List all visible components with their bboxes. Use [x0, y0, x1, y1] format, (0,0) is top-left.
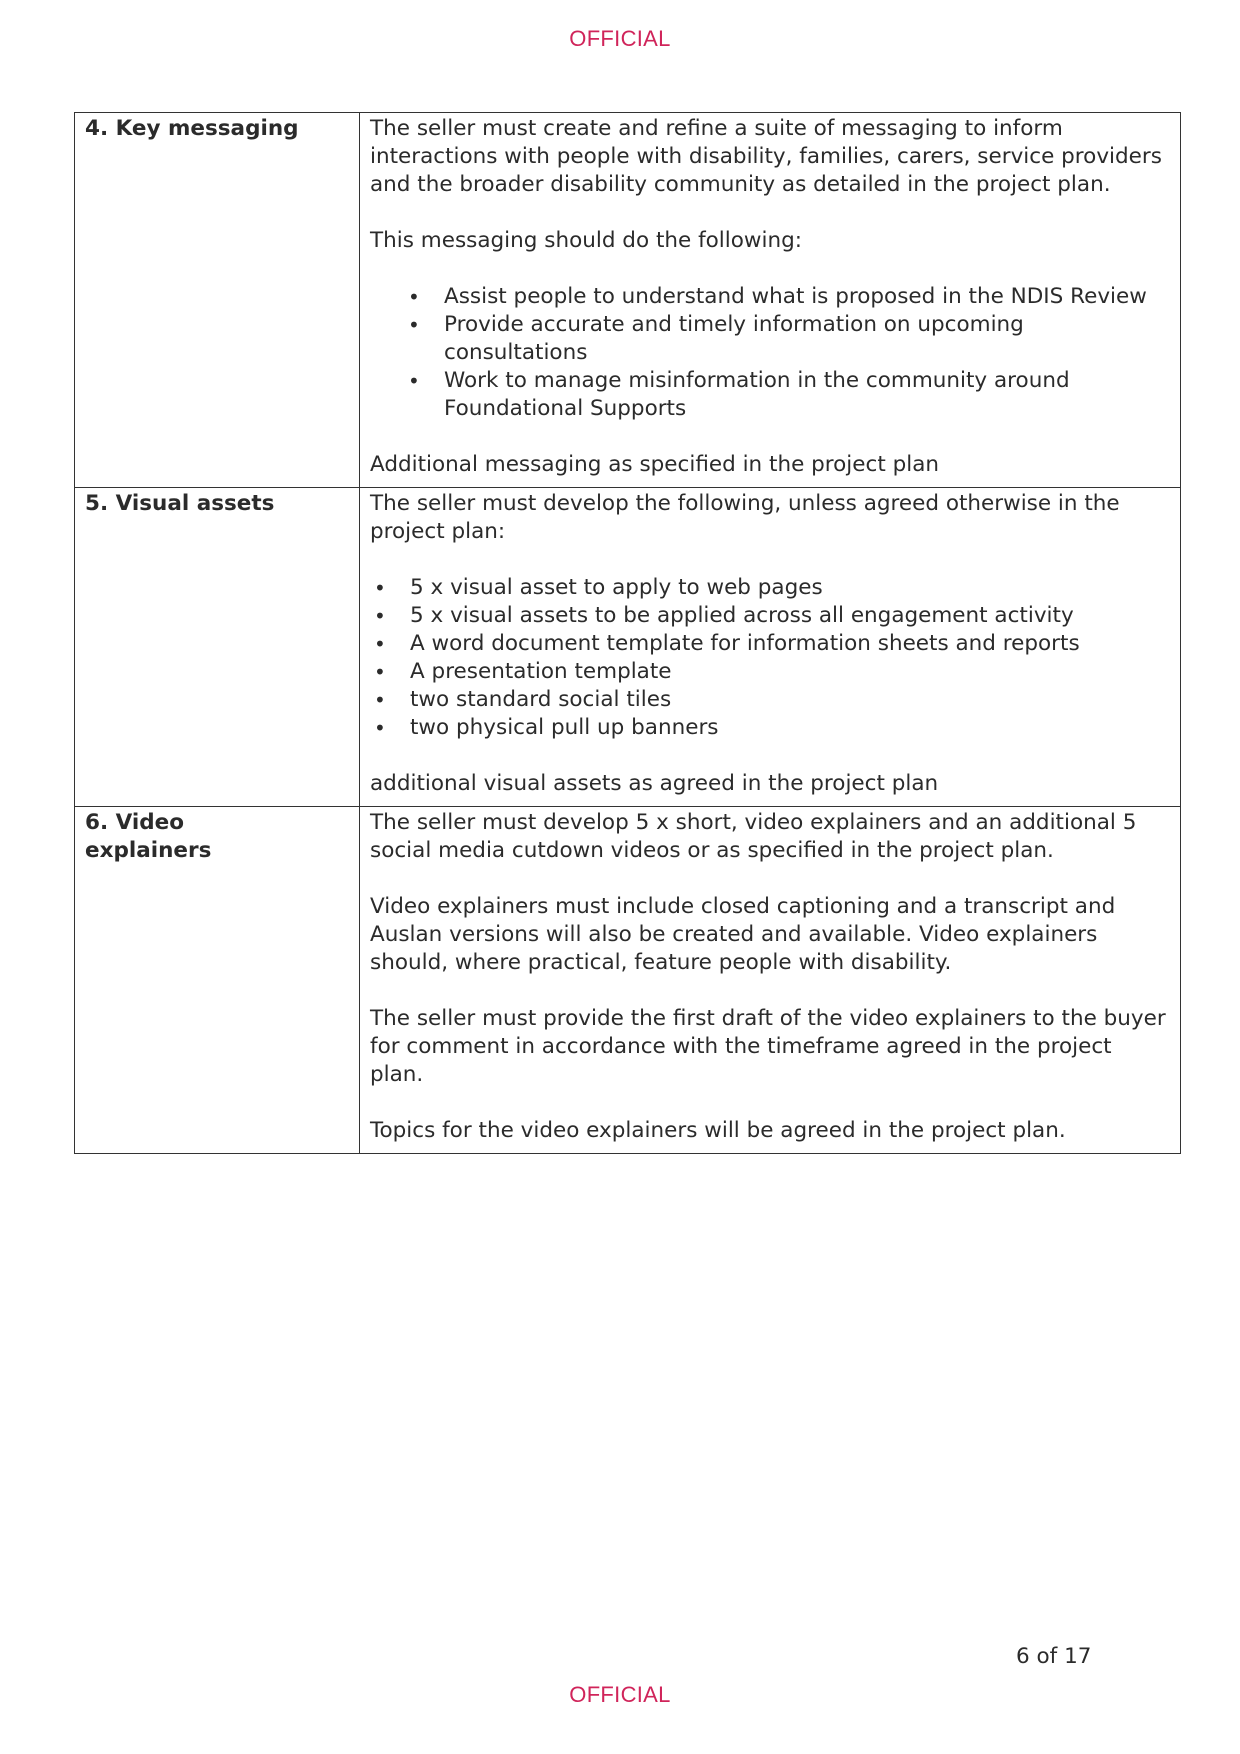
paragraph: Additional messaging as specified in the project plan — [370, 452, 940, 477]
paragraph: The seller must develop 5 x short, video explainers and an additional 5 social media cutdown videos or as specified in the project plan. — [370, 810, 1137, 863]
requirements-table — [74, 112, 1181, 1154]
classification-footer: OFFICIAL — [569, 1682, 671, 1707]
label-line: explainers — [85, 838, 212, 863]
bullet-list — [370, 574, 1168, 742]
row-content-key-messaging — [360, 113, 1181, 488]
list-item: • 5 x visual asset to apply to web pages — [370, 574, 1168, 602]
paragraph: Video explainers must include closed captioning and a transcript and Auslan versions will also be created and available. Video explainers should, where practical, feature people with disability. — [370, 894, 1116, 975]
paragraph: Topics for the video explainers will be agreed in the project plan. — [370, 1118, 1066, 1143]
row-label-key-messaging: 4. Key messaging — [75, 113, 360, 488]
paragraph: The seller must develop the following, unless agreed otherwise in the project plan: — [370, 491, 1120, 544]
list-item: • A presentation template — [370, 658, 1168, 686]
list-item: • two physical pull up banners — [370, 714, 1168, 742]
list-item: • Assist people to understand what is proposed in the NDIS Review — [370, 283, 1168, 311]
paragraph: The seller must create and refine a suite of messaging to inform interactions with people with disability, families, carers, service providers and the broader disability community as detailed in the project plan. — [370, 116, 1162, 197]
bullet-list — [370, 283, 1168, 423]
paragraph: additional visual assets as agreed in the project plan — [370, 771, 939, 796]
list-item: • Provide accurate and timely information on upcoming consultations — [370, 311, 1168, 367]
label-line: 6. Video — [85, 810, 184, 835]
table-row — [75, 807, 1181, 1154]
paragraph: This messaging should do the following: — [370, 228, 802, 253]
row-content-video-explainers — [360, 807, 1181, 1154]
page-number: 6 of 17 — [1016, 1644, 1092, 1669]
list-item: • Work to manage misinformation in the community around Foundational Supports — [370, 367, 1168, 423]
row-content-visual-assets — [360, 488, 1181, 807]
list-item: • 5 x visual assets to be applied across all engagement activity — [370, 602, 1168, 630]
row-label-visual-assets: 5. Visual assets — [75, 488, 360, 807]
table-row — [75, 488, 1181, 807]
paragraph: The seller must provide the first draft of the video explainers to the buyer for comment in accordance with the timeframe agreed in the project plan. — [370, 1006, 1166, 1087]
list-item: • A word document template for information sheets and reports — [370, 630, 1168, 658]
classification-header: OFFICIAL — [569, 26, 671, 51]
row-label-video-explainers — [75, 807, 360, 1154]
list-item: • two standard social tiles — [370, 686, 1168, 714]
table-row — [75, 113, 1181, 488]
